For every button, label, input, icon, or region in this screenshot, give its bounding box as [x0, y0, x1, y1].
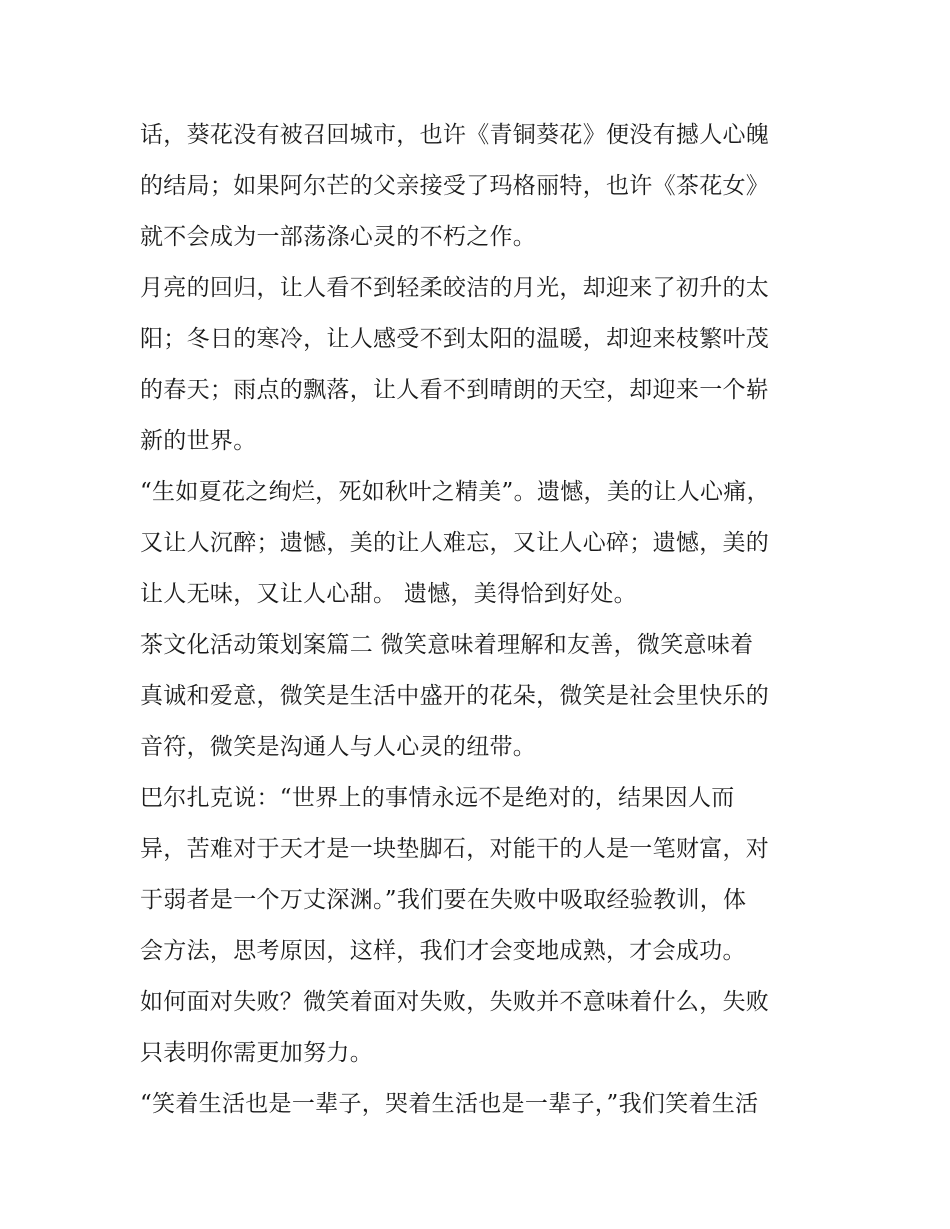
text-line: 话，葵花没有被召回城市，也许《青铜葵花》便没有撼人心魄 [140, 122, 770, 148]
text-line: 真诚和爱意，微笑是生活中盛开的花朵，微笑是社会里快乐的 [140, 683, 770, 709]
text-line: “笑着生活也是一辈子，哭着生活也是一辈子，”我们笑着生活 [140, 1091, 759, 1117]
text-line: 的春天；雨点的飘落，让人看不到晴朗的天空，却迎来一个崭 [140, 377, 770, 403]
text-line: 异，苦难对于天才是一块垫脚石，对能干的人是一笔财富，对 [140, 836, 770, 862]
text-line: 让人无味，又让人心甜。 遗憾，美得恰到好处。 [140, 581, 637, 607]
text-line: “生如夏花之绚烂，死如秋叶之精美”。遗憾，美的让人心痛， [140, 479, 770, 505]
text-line: 新的世界。 [140, 428, 257, 454]
text-line: 就不会成为一部荡涤心灵的不朽之作。 [140, 224, 537, 250]
text-line: 的结局；如果阿尔芒的父亲接受了玛格丽特，也许《茶花女》 [140, 173, 770, 199]
text-line: 音符，微笑是沟通人与人心灵的纽带。 [140, 734, 537, 760]
text-line: 月亮的回归，让人看不到轻柔皎洁的月光，却迎来了初升的太 [140, 275, 770, 301]
text-line: 只表明你需更加努力。 [140, 1040, 373, 1066]
text-line: 于弱者是一个万丈深渊。”我们要在失败中吸取经验教训，体 [140, 887, 747, 913]
text-line: 茶文化活动策划案篇二 微笑意味着理解和友善，微笑意味着 [140, 632, 754, 658]
text-line: 阳；冬日的寒冷，让人感受不到太阳的温暖，却迎来枝繁叶茂 [140, 326, 770, 352]
text-line: 又让人沉醉；遗憾，美的让人难忘，又让人心碎；遗憾，美的 [140, 530, 770, 556]
text-line: 如何面对失败？微笑着面对失败，失败并不意味着什么，失败 [140, 989, 770, 1015]
text-line: 巴尔扎克说：“世界上的事情永远不是绝对的，结果因人而 [140, 785, 735, 811]
document-body [140, 110, 820, 1130]
text-line: 会方法，思考原因，这样，我们才会变地成熟，才会成功。 [140, 938, 746, 964]
